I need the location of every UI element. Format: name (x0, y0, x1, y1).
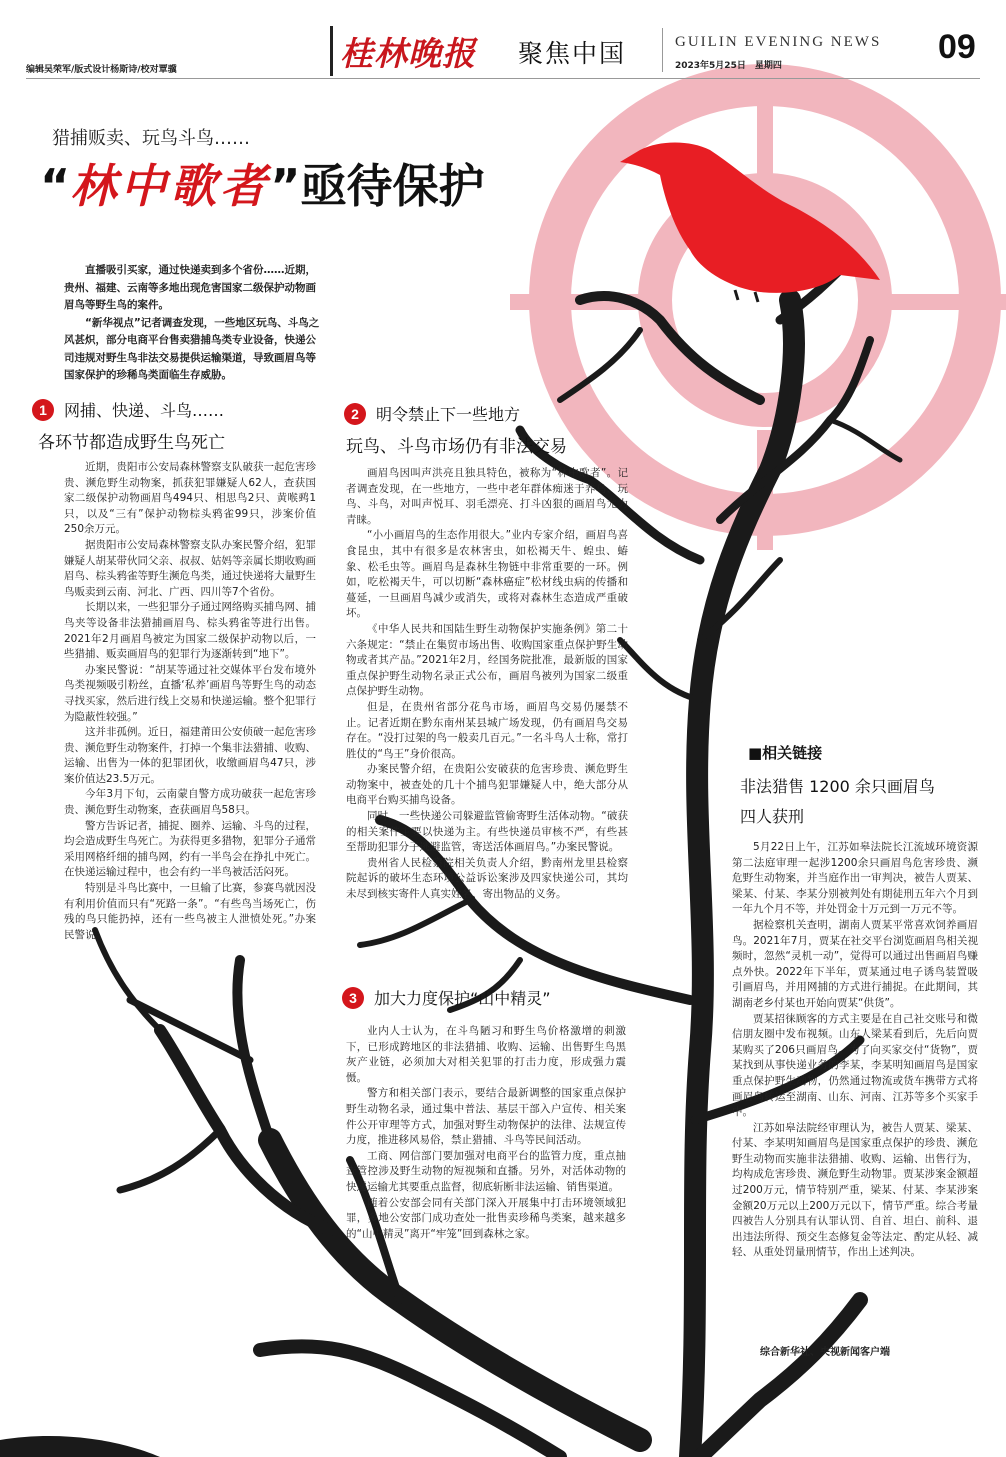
paragraph: 贵州省人民检察院相关负责人介绍，黔南州龙里县检察院起诉的破坏生态环境公益诉讼案涉及四家快递公司，其均未尽到核实寄件人真实姓名、寄出物品的义务。 (346, 856, 628, 901)
page-number: 09 (938, 28, 976, 66)
section-number-badge: 3 (342, 987, 364, 1009)
masthead-divider (330, 26, 333, 76)
section-1-subtitle: 各环节都造成野生鸟死亡 (38, 433, 225, 453)
section-2-heading (344, 402, 520, 425)
section-1-heading (32, 398, 224, 421)
kicker: 猎捕贩卖、玩鸟斗鸟…… (52, 128, 250, 149)
paragraph: 贾某招徕顾客的方式主要是在自己社交账号和微信朋友圈中发布视频。山东人梁某看到后，先后向贾某购买了206只画眉鸟。为了向买家交付“货物”，贾某找到从事快递业务的李某，李某明知画眉鸟是国家重点保护野生动物，仍然通过物流或货车携带方式将画眉鸟转运至湖南、山东、河南、江苏等多个买家手中。 (732, 1012, 978, 1119)
paragraph: 业内人士认为，在斗鸟陋习和野生鸟价格激增的刺激下，已形成跨地区的非法猎捕、收购、运输、出售野生鸟黑灰产业链，必须加大对相关犯罪的打击力度，形成强力震慑。 (346, 1025, 626, 1084)
section-title: 聚焦中国 (518, 39, 627, 68)
paragraph: 画眉鸟因叫声洪亮且独具特色，被称为“林中歌者”。记者调查发现，在一些地方，一些中老年群体痴迷于养鸟、玩鸟、斗鸟，对叫声悦耳、羽毛漂亮、打斗凶狠的画眉鸟尤为青睐。 (346, 467, 628, 526)
masthead-credits: 编辑吴荣军/版式设计杨斯诗/校对覃骥 (26, 65, 177, 75)
paragraph: 江苏如皋法院经审理认为，被告人贾某、梁某、付某、李某明知画眉鸟是国家重点保护的珍贵、濒危野生动物而实施非法猎捕、收购、运输、出售行为，均构成危害珍贵、濒危野生动物罪。贾某涉案金额超过200万元，情节特别严重，梁某、付某、李某涉案金额20万元以上200万元以下，情节严重。综合考量四被告人分别具有认罪认罚、自首、坦白、前科、退出违法所得、预交生态修复金等法定、酌定从轻、减轻、从重处罚量刑情节，作出上述判决。 (732, 1121, 978, 1259)
paragraph: 办案民警说：“胡某等通过社交媒体平台发布境外鸟类视频吸引粉丝，直播‘私养’画眉鸟等野生鸟的动态寻找买家，然后进行线上交易和快递运输。整个犯罪行为隐蔽性较强。” (64, 663, 316, 723)
source-credit: 综合新华社、央视新闻客户端 (760, 1347, 890, 1358)
related-link-body (732, 840, 978, 1261)
paragraph: 警方告诉记者，捕捉、圈养、运输、斗鸟的过程，均会造成野生鸟死亡。为获得更多猎物，犯罪分子通常采用网格纤细的捕鸟网，约有一半鸟会在挣扎中死亡。在快递运输过程中，也会有约一半鸟被活活闷死。 (64, 819, 316, 879)
section-2-subtitle: 玩鸟、斗鸟市场仍有非法交易 (346, 437, 567, 457)
paragraph: 据贵阳市公安局森林警察支队办案民警介绍，犯罪嫌疑人胡某带伙同父亲、叔叔、姑妈等亲属长期收购画眉鸟、棕头鸦雀等野生濒危鸟类，通过快递将大量野生鸟贩卖到云南、河北、广西、四川等7个省份。 (64, 538, 316, 598)
related-title-line: 四人获刑 (740, 807, 805, 826)
section-title: 网捕、快递、斗鸟…… (64, 401, 225, 420)
newspaper-logo: 桂林晚报 (340, 34, 476, 73)
paragraph: 今年3月下旬，云南蒙自警方成功破获一起危害珍贵、濒危野生动物案，查获画眉鸟58只。 (64, 788, 316, 817)
lead-paragraphs (64, 262, 322, 385)
paragraph: 5月22日上午，江苏如皋法院长江流域环境资源第二法庭审理一起涉1200余只画眉鸟危害珍贵、濒危野生动物案，并当庭作出一审判决，被告人贾某、梁某、付某、李某分别被判处有期徒刑五年六个月到一年九个月不等，并处罚金十万元到一万元不等。 (732, 841, 978, 916)
lead-paragraph: 直播吸引买家，通过快递卖到多个省份……近期，贵州、福建、云南等多地出现危害国家二级保护动物画眉鸟等野生鸟的案件。 (64, 264, 316, 311)
paragraph: 工商、网信部门要加强对电商平台的监管力度，重点抽查管控涉及野生动物的短视频和直播。另外，对活体动物的快递运输尤其要重点监督，彻底斩断非法运输、销售渠道。 (346, 1149, 626, 1193)
paragraph: 特别是斗鸟比赛中，一旦输了比赛，参赛鸟就因没有利用价值而只有“死路一条”。“有些鸟当场死亡，伤残的鸟只能扔掉，还有一些鸟被主人泄愤处死。”办案民警说。 (64, 882, 316, 941)
headline-open-quote: “ (40, 159, 71, 213)
paragraph: 《中华人民共和国陆生野生动物保护实施条例》第二十六条规定：“禁止在集贸市场出售、收购国家重点保护野生动物或者其产品。”2021年2月，经国务院批准，最新版的国家重点保护野生动物名录正式公布，画眉鸟被列为国家二级重点保护野生动物。 (346, 622, 628, 698)
related-title-line: 非法猎售 1200 余只画眉鸟 (740, 777, 935, 796)
related-link-label: ■相关链接 (748, 744, 823, 762)
paragraph: 但是，在贵州省部分花鸟市场，画眉鸟交易仍屡禁不止。记者近期在黔东南州某县城广场发现，仍有画眉鸟交易存在。“没打过架的鸟一般卖几百元。”一名斗鸟人士称，常打胜仗的“鸟王”身价很高。 (346, 700, 628, 760)
section-1-body (64, 460, 316, 943)
paragraph: “小小画眉鸟的生态作用很大。”业内专家介绍，画眉鸟喜食昆虫，其中有很多是农林害虫，如松褐天牛、蝗虫、蝽象、松毛虫等。画眉鸟是森林生物链中非常重要的一环。例如，吃松褐天牛，可以切断“森林癌症”松材线虫病的传播和蔓延，一旦画眉鸟减少或消失，或将对森林生态造成严重破坏。 (346, 529, 628, 620)
section-title: 加大力度保护“山中精灵” (374, 989, 551, 1008)
paragraph: 长期以来，一些犯罪分子通过网络购买捕鸟网、捕鸟夹等设备非法猎捕画眉鸟、棕头鸦雀等进行出售。2021年2月画眉鸟被定为国家二级保护动物以后，一些猎捕、贩卖画眉鸟的犯罪行为逐渐转到“地下”。 (64, 601, 316, 661)
paragraph: 近期，贵阳市公安局森林警察支队破获一起危害珍贵、濒危野生动物案，抓获犯罪嫌疑人62人，查获国家二级保护动物画眉鸟494只、相思鸟2只、黄喉鹀1只，以及“三有”保护动物棕头鸦雀99只，涉案价值250余万元。 (64, 461, 316, 536)
paragraph: 这并非孤例。近日，福建莆田公安侦破一起危害珍贵、濒危野生动物案件，打掉一个集非法猎捕、收购、运输、出售为一体的犯罪团伙，收缴画眉鸟47只，涉案价值达23.5万元。 (64, 726, 316, 785)
section-3-heading (342, 986, 551, 1009)
section-3-body (346, 1024, 626, 1242)
lead-paragraph: “新华视点”记者调查发现，一些地区玩鸟、斗鸟之风甚炽，部分电商平台售卖猎捕鸟类专业设备，快递公司违规对野生鸟非法交易提供运输渠道，导致画眉鸟等国家保护的珍稀鸟类面临生存威胁。 (64, 316, 320, 381)
section-number-badge: 1 (32, 399, 54, 421)
masthead-separator (662, 28, 663, 72)
masthead-rule (26, 78, 980, 79)
section-title: 明令禁止下一些地方 (376, 405, 521, 424)
headline-highlight: 林中歌者 (70, 159, 271, 213)
headline (40, 150, 484, 216)
section-2-body (346, 466, 628, 903)
issue-date: 2023年5月25日 星期四 (675, 61, 782, 71)
paragraph: 同时，一些快递公司躲避监管偷寄野生活体动物。“破获的相关案件主要以快递为主。有些快递员审核不严，有些甚至帮助犯罪分子逃避监管，寄送活体画眉鸟。”办案民警说。 (346, 810, 628, 854)
paragraph: 随着公安部会同有关部门深入开展集中打击环境领域犯罪，多地公安部门成功查处一批售卖珍稀鸟类案，越来越多的“山中精灵”离开“牢笼”回到森林之家。 (346, 1196, 626, 1240)
related-link-title (740, 772, 980, 832)
headline-rest: ”亟待保护 (270, 159, 485, 213)
newspaper-english-name: GUILIN EVENING NEWS (675, 34, 882, 50)
paragraph: 警方和相关部门表示，要结合最新调整的国家重点保护野生动物名录，通过集中普法、基层干部入户宣传、相关案件公开审理等方式，加强对野生动物保护的法律、法规宣传力度，推进移风易俗，禁止猎捕、斗鸟等民间活动。 (346, 1087, 626, 1147)
paragraph: 办案民警介绍，在贵阳公安破获的危害珍贵、濒危野生动物案中，被查处的几十个捕鸟犯罪嫌疑人中，绝大部分从电商平台购买捕鸟设备。 (346, 763, 628, 807)
section-number-badge: 2 (344, 403, 366, 425)
paragraph: 据检察机关查明，湖南人贾某平常喜欢饲养画眉鸟。2021年7月，贾某在社交平台浏览画眉鸟相关视频时，忽然“灵机一动”，觉得可以通过出售画眉鸟赚点外快。2022年下半年，贾某通过电子诱鸟装置吸引画眉鸟，并用网捕的方式进行捕捉。在此期间，其湖南老乡付某也开始向贾某“供货”。 (732, 918, 978, 1009)
